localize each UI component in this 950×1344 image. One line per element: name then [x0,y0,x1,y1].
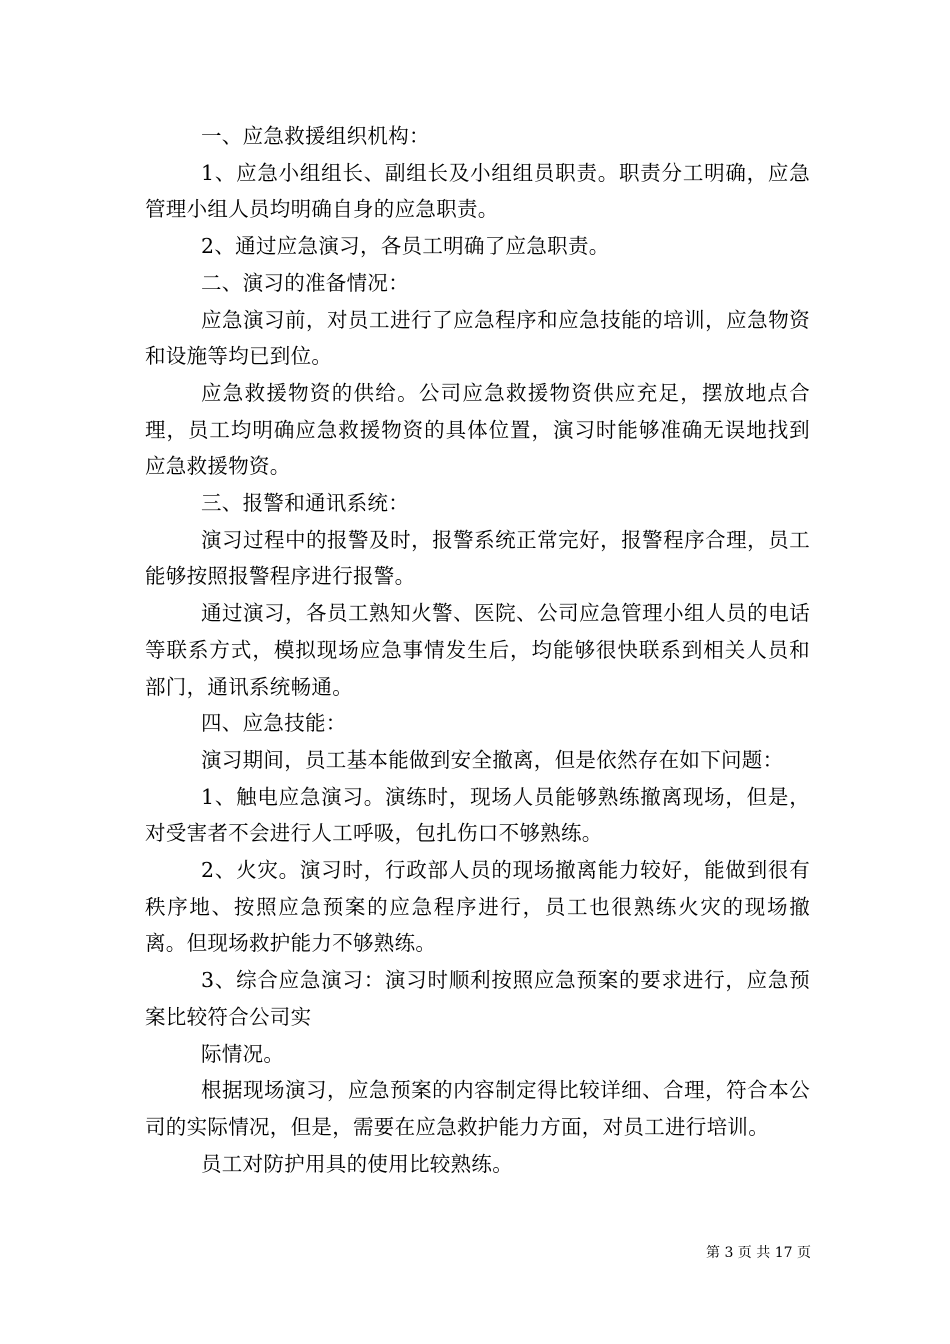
section-heading-preparation: 二、演习的准备情况： [201,270,409,295]
paragraph: 根据现场演习，应急预案的内容制定得比较详细、合理，符合本公司的实际情况，但是，需要在应急救护能力方面，对员工进行培训。 [145,1078,810,1139]
paragraph: 演习过程中的报警及时，报警系统正常完好，报警程序合理，员工能够按照报警程序进行报警。 [145,527,810,589]
paragraph: 员工对防护用具的使用比较熟练。 [201,1151,513,1176]
paragraph: 际情况。 [201,1041,285,1066]
section-heading-emergency-skills: 四、应急技能： [201,711,347,736]
paragraph: 2、通过应急演习，各员工明确了应急职责。 [201,234,610,259]
paragraph: 演习期间，员工基本能做到安全撤离，但是依然存在如下问题： [201,747,784,772]
page-number: 第 3 页 共 17 页 [706,1245,811,1261]
paragraph: 通过演习，各员工熟知火警、医院、公司应急管理小组人员的电话等联系方式，模拟现场应急事情发生后，均能够很快联系到相关人员和部门，通讯系统畅通。 [145,601,810,699]
paragraph: 1、触电应急演习。演练时，现场人员能够熟练撤离现场，但是，对受害者不会进行人工呼吸，包扎伤口不够熟练。 [145,784,810,846]
paragraph: 应急演习前，对员工进行了应急程序和应急技能的培训，应急物资和设施等均已到位。 [145,307,810,369]
paragraph: 1、应急小组组长、副组长及小组组员职责。职责分工明确，应急管理小组人员均明确自身的应急职责。 [145,160,810,222]
paragraph: 2、火灾。演习时，行政部人员的现场撤离能力较好，能做到很有秩序地、按照应急预案的应急程序进行，员工也很熟练火灾的现场撤离。但现场救护能力不够熟练。 [145,858,810,956]
section-heading-alarm-communication: 三、报警和通讯系统： [201,491,409,516]
paragraph: 3、综合应急演习：演习时顺利按照应急预案的要求进行，应急预案比较符合公司实 [145,968,810,1029]
document-body [145,118,810,1182]
paragraph: 应急救援物资的供给。公司应急救援物资供应充足，摆放地点合理，员工均明确应急救援物资的具体位置，演习时能够准确无误地找到应急救援物资。 [145,380,810,479]
section-heading-organization: 一、应急救援组织机构： [201,124,430,148]
